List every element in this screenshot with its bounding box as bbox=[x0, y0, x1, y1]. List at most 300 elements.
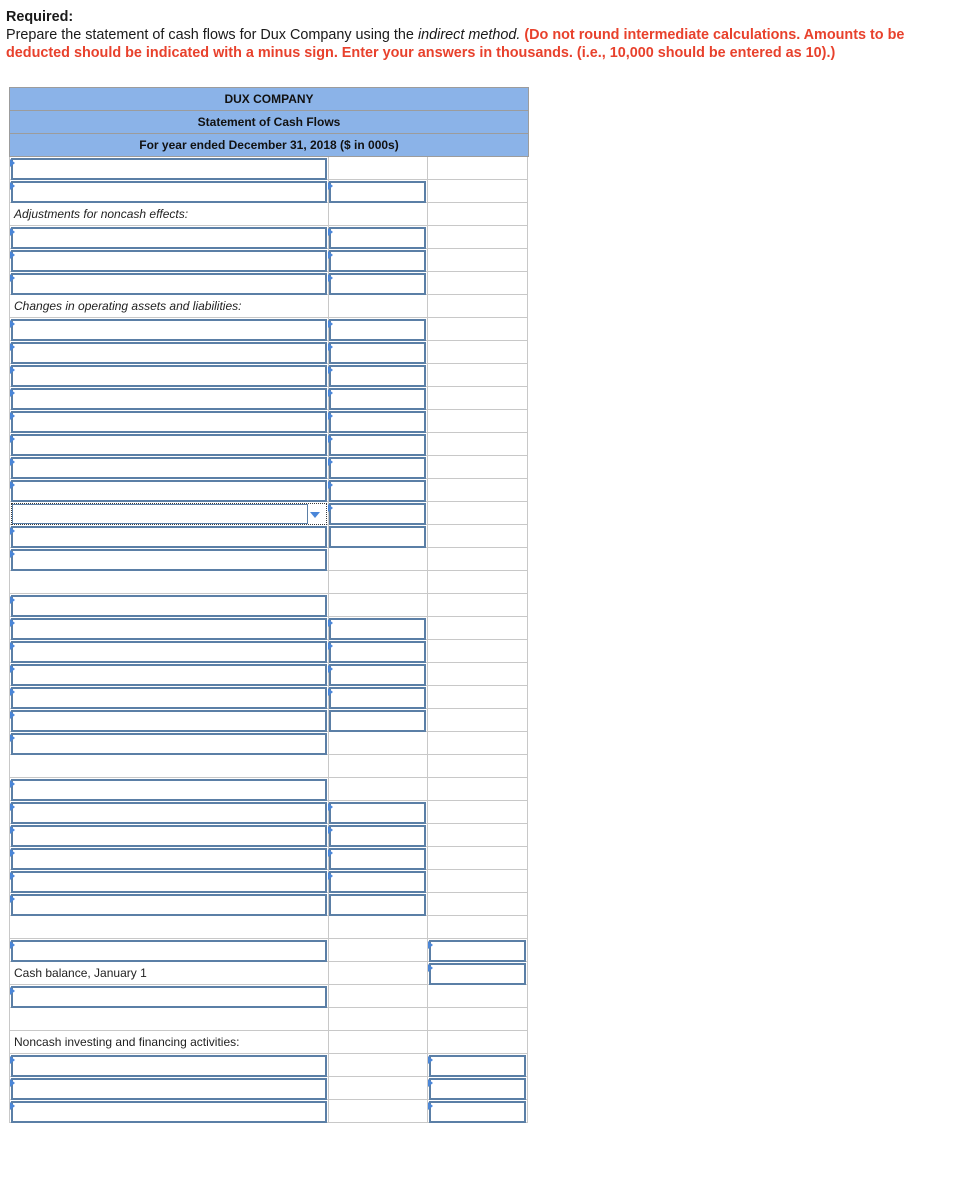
description-cell bbox=[9, 387, 329, 410]
statement-row bbox=[9, 870, 529, 893]
description-input[interactable] bbox=[11, 595, 327, 617]
entry-marker-icon bbox=[10, 642, 15, 650]
description-cell bbox=[9, 157, 329, 180]
description-cell bbox=[9, 364, 329, 387]
amount-input[interactable] bbox=[329, 250, 426, 272]
amount-cell bbox=[328, 801, 428, 824]
entry-marker-icon bbox=[328, 389, 333, 397]
entry-marker-icon bbox=[328, 642, 333, 650]
total-cell bbox=[428, 1100, 528, 1123]
description-cell bbox=[9, 1077, 329, 1100]
entry-marker-icon bbox=[428, 1102, 433, 1110]
amount-cell bbox=[328, 479, 428, 502]
description-cell bbox=[9, 755, 329, 778]
total-cell bbox=[428, 410, 528, 433]
statement-period: For year ended December 31, 2018 ($ in 000s) bbox=[9, 134, 529, 157]
statement-row bbox=[9, 433, 529, 456]
total-cell bbox=[428, 295, 528, 318]
amount-cell bbox=[328, 778, 428, 801]
amount-cell bbox=[328, 410, 428, 433]
entry-marker-icon bbox=[10, 596, 15, 604]
total-cell bbox=[428, 1031, 528, 1054]
statement-row bbox=[9, 525, 529, 548]
description-input[interactable] bbox=[11, 618, 327, 640]
amount-cell bbox=[328, 939, 428, 962]
entry-marker-icon bbox=[10, 826, 15, 834]
amount-input[interactable] bbox=[329, 710, 426, 732]
total-cell bbox=[428, 1008, 528, 1031]
description-input[interactable] bbox=[11, 802, 327, 824]
total-cell bbox=[428, 755, 528, 778]
amount-cell bbox=[328, 249, 428, 272]
entry-marker-icon bbox=[328, 619, 333, 627]
statement-row bbox=[9, 1054, 529, 1077]
entry-marker-icon bbox=[10, 251, 15, 259]
description-input[interactable] bbox=[11, 641, 327, 663]
amount-cell bbox=[328, 847, 428, 870]
entry-marker-icon bbox=[328, 458, 333, 466]
total-cell bbox=[428, 456, 528, 479]
description-cell bbox=[9, 1054, 329, 1077]
description-cell bbox=[9, 1031, 329, 1054]
required-label: Required: bbox=[6, 9, 74, 25]
description-cell bbox=[9, 341, 329, 364]
description-cell bbox=[9, 985, 329, 1008]
amount-input[interactable] bbox=[329, 388, 426, 410]
statement-row bbox=[9, 824, 529, 847]
amount-cell bbox=[328, 640, 428, 663]
entry-marker-icon bbox=[328, 435, 333, 443]
total-cell bbox=[428, 709, 528, 732]
description-input[interactable] bbox=[11, 710, 327, 732]
total-cell bbox=[428, 916, 528, 939]
description-cell bbox=[9, 410, 329, 433]
description-input[interactable] bbox=[11, 526, 327, 548]
amount-cell bbox=[328, 1031, 428, 1054]
total-cell bbox=[428, 893, 528, 916]
entry-marker-icon bbox=[328, 320, 333, 328]
entry-marker-icon bbox=[10, 435, 15, 443]
description-cell bbox=[9, 433, 329, 456]
statement-row bbox=[9, 916, 529, 939]
amount-cell bbox=[328, 962, 428, 985]
description-input[interactable] bbox=[11, 181, 327, 203]
statement-row bbox=[9, 1077, 529, 1100]
statement-row bbox=[9, 479, 529, 502]
total-cell bbox=[428, 433, 528, 456]
total-cell bbox=[428, 1054, 528, 1077]
entry-marker-icon bbox=[428, 964, 433, 972]
entry-marker-icon bbox=[328, 412, 333, 420]
amount-input[interactable] bbox=[329, 342, 426, 364]
amount-cell bbox=[328, 295, 428, 318]
amount-input[interactable] bbox=[329, 319, 426, 341]
amount-cell bbox=[328, 663, 428, 686]
statement-row bbox=[9, 594, 529, 617]
description-cell bbox=[9, 272, 329, 295]
amount-cell bbox=[328, 157, 428, 180]
description-cell bbox=[9, 939, 329, 962]
total-cell bbox=[428, 226, 528, 249]
statement-row bbox=[9, 180, 529, 203]
total-cell bbox=[428, 594, 528, 617]
statement-rows bbox=[9, 157, 529, 1123]
amount-cell bbox=[328, 364, 428, 387]
description-cell bbox=[9, 663, 329, 686]
statement-row bbox=[9, 1031, 529, 1054]
chevron-down-icon[interactable] bbox=[310, 512, 320, 518]
total-cell bbox=[428, 985, 528, 1008]
total-cell bbox=[428, 1077, 528, 1100]
amount-input[interactable] bbox=[329, 457, 426, 479]
total-cell bbox=[428, 387, 528, 410]
amount-cell bbox=[328, 686, 428, 709]
description-cell bbox=[9, 502, 329, 525]
description-input[interactable] bbox=[11, 894, 327, 916]
entry-marker-icon bbox=[10, 780, 15, 788]
statement-row bbox=[9, 755, 529, 778]
entry-marker-icon bbox=[10, 1102, 15, 1110]
description-input[interactable] bbox=[11, 779, 327, 801]
total-cell bbox=[428, 617, 528, 640]
description-cell bbox=[9, 1100, 329, 1123]
entry-marker-icon bbox=[328, 481, 333, 489]
amount-cell bbox=[328, 341, 428, 364]
amount-input[interactable] bbox=[329, 273, 426, 295]
amount-input[interactable] bbox=[329, 227, 426, 249]
prompt bbox=[6, 26, 956, 62]
amount-input[interactable] bbox=[329, 641, 426, 663]
description-input[interactable] bbox=[11, 986, 327, 1008]
entry-marker-icon bbox=[328, 803, 333, 811]
entry-marker-icon bbox=[10, 182, 15, 190]
entry-marker-icon bbox=[10, 895, 15, 903]
description-cell bbox=[9, 571, 329, 594]
entry-marker-icon bbox=[10, 159, 15, 167]
statement-row bbox=[9, 203, 529, 226]
description-cell bbox=[9, 686, 329, 709]
amount-cell bbox=[328, 525, 428, 548]
entry-marker-icon bbox=[10, 458, 15, 466]
statement-row bbox=[9, 318, 529, 341]
amount-cell bbox=[328, 318, 428, 341]
amount-input[interactable] bbox=[329, 825, 426, 847]
total-cell bbox=[428, 640, 528, 663]
description-input[interactable] bbox=[11, 940, 327, 962]
amount-input[interactable] bbox=[329, 365, 426, 387]
total-cell bbox=[428, 847, 528, 870]
description-input[interactable] bbox=[11, 480, 327, 502]
entry-marker-icon bbox=[10, 987, 15, 995]
total-cell bbox=[428, 870, 528, 893]
statement-row bbox=[9, 962, 529, 985]
statement-row bbox=[9, 295, 529, 318]
amount-input[interactable] bbox=[329, 687, 426, 709]
statement-row bbox=[9, 617, 529, 640]
description-input[interactable] bbox=[11, 319, 327, 341]
amount-cell bbox=[328, 180, 428, 203]
statement-row bbox=[9, 709, 529, 732]
entry-marker-icon bbox=[10, 803, 15, 811]
amount-input[interactable] bbox=[429, 1078, 526, 1100]
amount-cell bbox=[328, 1054, 428, 1077]
entry-marker-icon bbox=[10, 343, 15, 351]
total-cell bbox=[428, 548, 528, 571]
entry-marker-icon bbox=[10, 412, 15, 420]
description-cell bbox=[9, 732, 329, 755]
statement-row bbox=[9, 571, 529, 594]
description-cell bbox=[9, 203, 329, 226]
entry-marker-icon bbox=[10, 228, 15, 236]
description-cell bbox=[9, 479, 329, 502]
instructions bbox=[6, 8, 956, 62]
entry-marker-icon bbox=[328, 343, 333, 351]
dropdown-field bbox=[12, 504, 308, 524]
total-cell bbox=[428, 341, 528, 364]
statement-row bbox=[9, 801, 529, 824]
entry-marker-icon bbox=[10, 1079, 15, 1087]
entry-marker-icon bbox=[328, 504, 333, 512]
amount-cell bbox=[328, 548, 428, 571]
statement-row bbox=[9, 732, 529, 755]
description-input[interactable] bbox=[11, 250, 327, 272]
description-cell bbox=[9, 525, 329, 548]
entry-marker-icon bbox=[328, 182, 333, 190]
statement-title: Statement of Cash Flows bbox=[9, 111, 529, 134]
statement-row bbox=[9, 157, 529, 180]
statement-row bbox=[9, 226, 529, 249]
amount-input[interactable] bbox=[429, 1101, 526, 1123]
statement-row bbox=[9, 663, 529, 686]
amount-input[interactable] bbox=[329, 434, 426, 456]
entry-marker-icon bbox=[428, 1079, 433, 1087]
amount-cell bbox=[328, 387, 428, 410]
total-cell bbox=[428, 272, 528, 295]
description-cell bbox=[9, 893, 329, 916]
entry-marker-icon bbox=[328, 826, 333, 834]
total-cell bbox=[428, 962, 528, 985]
prompt-start: Prepare the statement of cash flows for Dux Company using the bbox=[6, 27, 418, 43]
section-label: Changes in operating assets and liabilities: bbox=[14, 299, 242, 313]
total-cell bbox=[428, 824, 528, 847]
amount-cell bbox=[328, 433, 428, 456]
entry-marker-icon bbox=[328, 849, 333, 857]
entry-marker-icon bbox=[10, 872, 15, 880]
amount-input[interactable] bbox=[329, 181, 426, 203]
amount-cell bbox=[328, 594, 428, 617]
description-cell bbox=[9, 456, 329, 479]
statement-row bbox=[9, 893, 529, 916]
line-item-dropdown[interactable] bbox=[11, 503, 327, 525]
amount-cell bbox=[328, 502, 428, 525]
statement-row bbox=[9, 502, 529, 525]
cash-flow-worksheet bbox=[9, 87, 529, 1123]
entry-marker-icon bbox=[10, 527, 15, 535]
statement-row bbox=[9, 1008, 529, 1031]
description-cell bbox=[9, 870, 329, 893]
description-input[interactable] bbox=[11, 825, 327, 847]
description-cell bbox=[9, 594, 329, 617]
description-cell bbox=[9, 916, 329, 939]
entry-marker-icon bbox=[10, 1056, 15, 1064]
amount-cell bbox=[328, 456, 428, 479]
amount-cell bbox=[328, 272, 428, 295]
description-cell bbox=[9, 295, 329, 318]
description-input[interactable] bbox=[11, 434, 327, 456]
description-input[interactable] bbox=[11, 388, 327, 410]
description-input[interactable] bbox=[11, 1101, 327, 1123]
total-cell bbox=[428, 663, 528, 686]
total-cell bbox=[428, 479, 528, 502]
description-input[interactable] bbox=[11, 365, 327, 387]
entry-marker-icon bbox=[328, 665, 333, 673]
total-cell bbox=[428, 686, 528, 709]
amount-cell bbox=[328, 870, 428, 893]
total-cell bbox=[428, 525, 528, 548]
amount-input[interactable] bbox=[329, 526, 426, 548]
statement-row bbox=[9, 456, 529, 479]
description-cell bbox=[9, 640, 329, 663]
statement-row bbox=[9, 341, 529, 364]
entry-marker-icon bbox=[10, 619, 15, 627]
description-cell bbox=[9, 778, 329, 801]
amount-cell bbox=[328, 203, 428, 226]
description-cell bbox=[9, 847, 329, 870]
description-cell bbox=[9, 824, 329, 847]
entry-marker-icon bbox=[10, 711, 15, 719]
amount-input[interactable] bbox=[329, 503, 426, 525]
entry-marker-icon bbox=[328, 274, 333, 282]
statement-row bbox=[9, 686, 529, 709]
description-cell bbox=[9, 709, 329, 732]
amount-cell bbox=[328, 571, 428, 594]
company-header: DUX COMPANY bbox=[9, 87, 529, 111]
entry-marker-icon bbox=[10, 665, 15, 673]
entry-marker-icon bbox=[10, 550, 15, 558]
entry-marker-icon bbox=[10, 481, 15, 489]
amount-input[interactable] bbox=[329, 480, 426, 502]
statement-row bbox=[9, 939, 529, 962]
description-input[interactable] bbox=[11, 664, 327, 686]
amount-input[interactable] bbox=[429, 940, 526, 962]
total-cell bbox=[428, 571, 528, 594]
total-cell bbox=[428, 157, 528, 180]
statement-row bbox=[9, 387, 529, 410]
amount-input[interactable] bbox=[429, 963, 526, 985]
amount-input[interactable] bbox=[329, 802, 426, 824]
description-input[interactable] bbox=[11, 871, 327, 893]
entry-marker-icon bbox=[10, 274, 15, 282]
total-cell bbox=[428, 203, 528, 226]
description-cell bbox=[9, 617, 329, 640]
amount-cell bbox=[328, 985, 428, 1008]
entry-marker-icon bbox=[10, 849, 15, 857]
description-input[interactable] bbox=[11, 411, 327, 433]
total-cell bbox=[428, 502, 528, 525]
amount-cell bbox=[328, 755, 428, 778]
prompt-red-instructions: (Do not round intermediate calculations. Amounts to be deducted should be indicated with a minus sign. Enter your answers in thousands. (i.e., 10,000 should be entered as 10).) bbox=[6, 27, 905, 61]
entry-marker-icon bbox=[10, 366, 15, 374]
statement-row bbox=[9, 847, 529, 870]
description-cell bbox=[9, 226, 329, 249]
statement-row bbox=[9, 364, 529, 387]
description-cell bbox=[9, 548, 329, 571]
entry-marker-icon bbox=[428, 1056, 433, 1064]
amount-input[interactable] bbox=[329, 848, 426, 870]
total-cell bbox=[428, 778, 528, 801]
description-input[interactable] bbox=[11, 687, 327, 709]
entry-marker-icon bbox=[10, 320, 15, 328]
total-cell bbox=[428, 180, 528, 203]
description-cell bbox=[9, 249, 329, 272]
statement-row bbox=[9, 640, 529, 663]
amount-input[interactable] bbox=[329, 894, 426, 916]
statement-row bbox=[9, 778, 529, 801]
description-input[interactable] bbox=[11, 273, 327, 295]
description-input[interactable] bbox=[11, 342, 327, 364]
statement-row bbox=[9, 249, 529, 272]
entry-marker-icon bbox=[10, 688, 15, 696]
entry-marker-icon bbox=[10, 941, 15, 949]
amount-cell bbox=[328, 732, 428, 755]
section-label: Noncash investing and financing activities: bbox=[14, 1035, 240, 1049]
prompt-method: indirect method. bbox=[417, 27, 521, 43]
amount-cell bbox=[328, 1100, 428, 1123]
amount-cell bbox=[328, 1077, 428, 1100]
total-cell bbox=[428, 732, 528, 755]
description-cell bbox=[9, 801, 329, 824]
entry-marker-icon bbox=[328, 872, 333, 880]
total-cell bbox=[428, 801, 528, 824]
description-input[interactable] bbox=[11, 1078, 327, 1100]
description-input[interactable] bbox=[11, 457, 327, 479]
amount-input[interactable] bbox=[329, 871, 426, 893]
amount-cell bbox=[328, 824, 428, 847]
description-input[interactable] bbox=[11, 549, 327, 571]
section-label: Cash balance, January 1 bbox=[14, 966, 147, 980]
amount-cell bbox=[328, 893, 428, 916]
statement-row bbox=[9, 548, 529, 571]
total-cell bbox=[428, 318, 528, 341]
statement-row bbox=[9, 410, 529, 433]
entry-marker-icon bbox=[328, 366, 333, 374]
description-input[interactable] bbox=[11, 158, 327, 180]
description-input[interactable] bbox=[11, 1055, 327, 1077]
description-input[interactable] bbox=[11, 733, 327, 755]
statement-row bbox=[9, 1100, 529, 1123]
description-input[interactable] bbox=[11, 848, 327, 870]
description-cell bbox=[9, 318, 329, 341]
statement-row bbox=[9, 985, 529, 1008]
amount-cell bbox=[328, 916, 428, 939]
entry-marker-icon bbox=[10, 734, 15, 742]
amount-input[interactable] bbox=[329, 618, 426, 640]
entry-marker-icon bbox=[328, 228, 333, 236]
amount-cell bbox=[328, 226, 428, 249]
total-cell bbox=[428, 939, 528, 962]
total-cell bbox=[428, 364, 528, 387]
total-cell bbox=[428, 249, 528, 272]
entry-marker-icon bbox=[328, 251, 333, 259]
amount-input[interactable] bbox=[329, 664, 426, 686]
entry-marker-icon bbox=[10, 389, 15, 397]
amount-input[interactable] bbox=[429, 1055, 526, 1077]
amount-input[interactable] bbox=[329, 411, 426, 433]
entry-marker-icon bbox=[428, 941, 433, 949]
section-label: Adjustments for noncash effects: bbox=[14, 207, 189, 221]
amount-cell bbox=[328, 1008, 428, 1031]
description-input[interactable] bbox=[11, 227, 327, 249]
